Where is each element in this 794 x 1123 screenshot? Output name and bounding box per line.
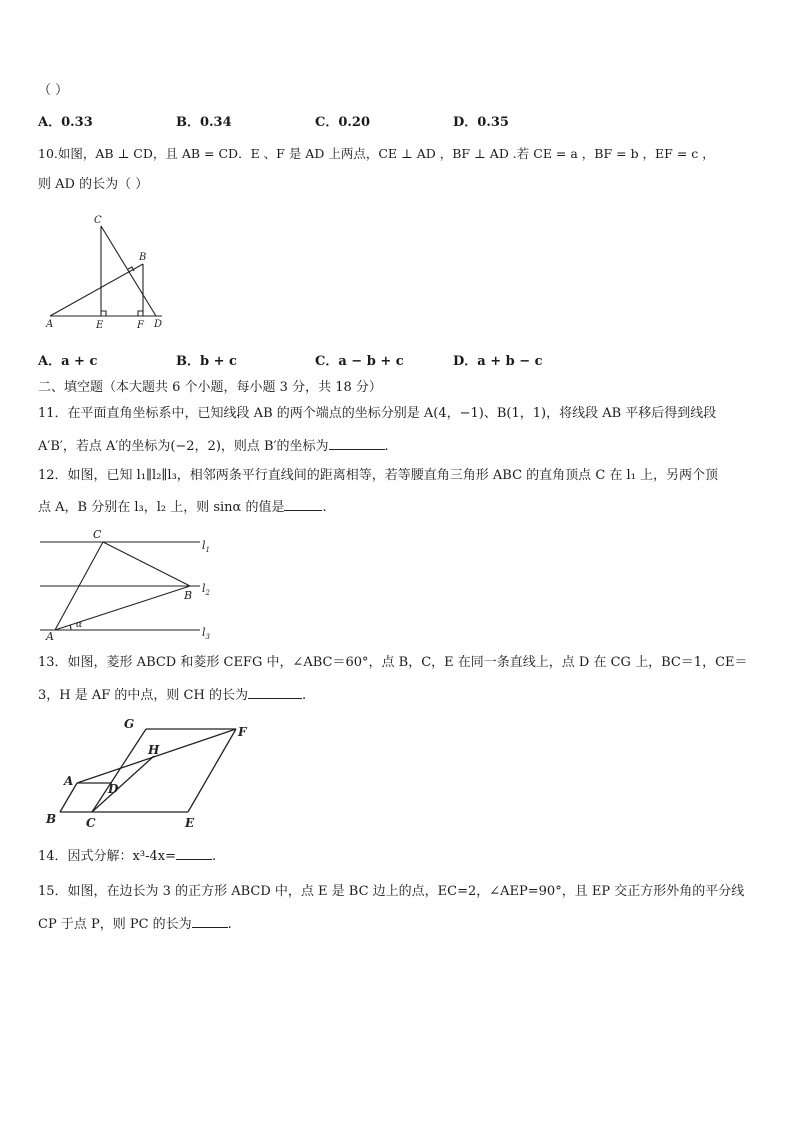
q15-text: CP 于点 P，则 PC 的长为: [38, 917, 192, 932]
q13-label-e: E: [185, 816, 195, 830]
q11-stem-line1: 11．在平面直角坐标系中，已知线段 AB 的两个端点的坐标分别是 A(4，−1)、B(1，1)，将线段 AB 平移后得到线段: [38, 406, 717, 421]
q10-figure: [40, 210, 180, 335]
q14-text: 14．因式分解：x³-4x=: [38, 849, 176, 864]
q10-label-e: E: [96, 320, 104, 331]
q12-label-l1: $l_1$: [202, 539, 210, 554]
q10-label-b: B: [139, 252, 147, 263]
q11-stem-line2: A′B′，若点 A′的坐标为(−2，2)，则点 B′的坐标为 .: [38, 439, 389, 454]
q10-stem-line1: 10.如图，AB ⊥ CD，且 AB = CD．E 、F 是 AD 上两点，CE ⊥ AD ，BF ⊥ AD .若 CE = a ，BF = b ，EF = c ，: [38, 146, 715, 161]
q12-figure: [36, 527, 221, 642]
q13-stem-line1: 13．如图，菱形 ABCD 和菱形 CEFG 中，∠ABC＝60°，点 B，C，E 在同一条直线上，点 D 在 CG 上，BC＝1，CE＝: [38, 655, 748, 670]
answer-blank: [248, 686, 302, 699]
q13-label-c: C: [86, 816, 96, 830]
q12-label-alpha: α: [76, 620, 83, 630]
q13-label-a: A: [64, 774, 74, 788]
q13-text: 3，H 是 AF 的中点，则 CH 的长为: [38, 688, 248, 703]
q10-label-a: A: [46, 319, 54, 330]
answer-blank: [192, 915, 228, 928]
q15-stem-line1: 15．如图，在边长为 3 的正方形 ABCD 中，点 E 是 BC 边上的点，EC=2，∠AEP=90°，且 EP 交正方形外角的平分线: [38, 884, 745, 899]
q10-option-a: A．a + c: [38, 354, 98, 369]
q15-stem-line2: CP 于点 P，则 PC 的长为 .: [38, 917, 232, 932]
q12-label-b: B: [184, 589, 193, 602]
q13-label-b: B: [46, 812, 57, 826]
q10-option-d: D．a + b − c: [453, 354, 543, 369]
answer-blank: [284, 498, 322, 511]
q12-stem-line1: 12．如图，已知 l₁∥l₂∥l₃，相邻两条平行直线间的距离相等，若等腰直角三角形 ABC 的直角顶点 C 在 l₁ 上，另两个顶: [38, 468, 719, 483]
q12-label-l3: $l_3$: [202, 626, 210, 641]
q11-text: A′B′，若点 A′的坐标为(−2，2)，则点 B′的坐标为: [38, 439, 329, 454]
q13-label-g: G: [124, 717, 135, 731]
q13-label-d: D: [108, 782, 119, 796]
q12-stem-line2: 点 A，B 分别在 l₃，l₂ 上，则 sinα 的值是 .: [38, 500, 327, 515]
q10-option-c: C．a − b + c: [315, 354, 404, 369]
q12-label-a: A: [46, 630, 54, 642]
q10-stem-line2: 则 AD 的长为（ ）: [38, 177, 149, 192]
q9-option-d: D．0.35: [453, 115, 509, 130]
q9-option-a: A．0.33: [38, 115, 93, 130]
q9-option-c: C．0.20: [315, 115, 371, 130]
q10-label-c: C: [94, 215, 102, 226]
answer-blank: [176, 847, 212, 860]
q10-option-b: B．b + c: [176, 354, 237, 369]
q14-stem: 14．因式分解：x³-4x= .: [38, 849, 217, 864]
q13-stem-line2: 3，H 是 AF 的中点，则 CH 的长为 .: [38, 688, 307, 703]
q13-figure: [40, 715, 265, 833]
q10-label-f: F: [137, 320, 144, 331]
q13-label-h: H: [148, 743, 160, 757]
q9-option-b: B．0.34: [176, 115, 232, 130]
answer-blank: [329, 437, 385, 450]
q12-label-l2: $l_2$: [202, 582, 210, 597]
q9-answer-paren: （ ）: [38, 83, 69, 98]
section-heading: 二、填空题（本大题共 6 个小题，每小题 3 分，共 18 分）: [38, 380, 382, 395]
q13-label-f: F: [238, 725, 247, 739]
q12-text: 点 A，B 分别在 l₃，l₂ 上，则 sinα 的值是: [38, 500, 285, 515]
q10-label-d: D: [154, 319, 163, 330]
q12-label-c: C: [93, 528, 102, 541]
